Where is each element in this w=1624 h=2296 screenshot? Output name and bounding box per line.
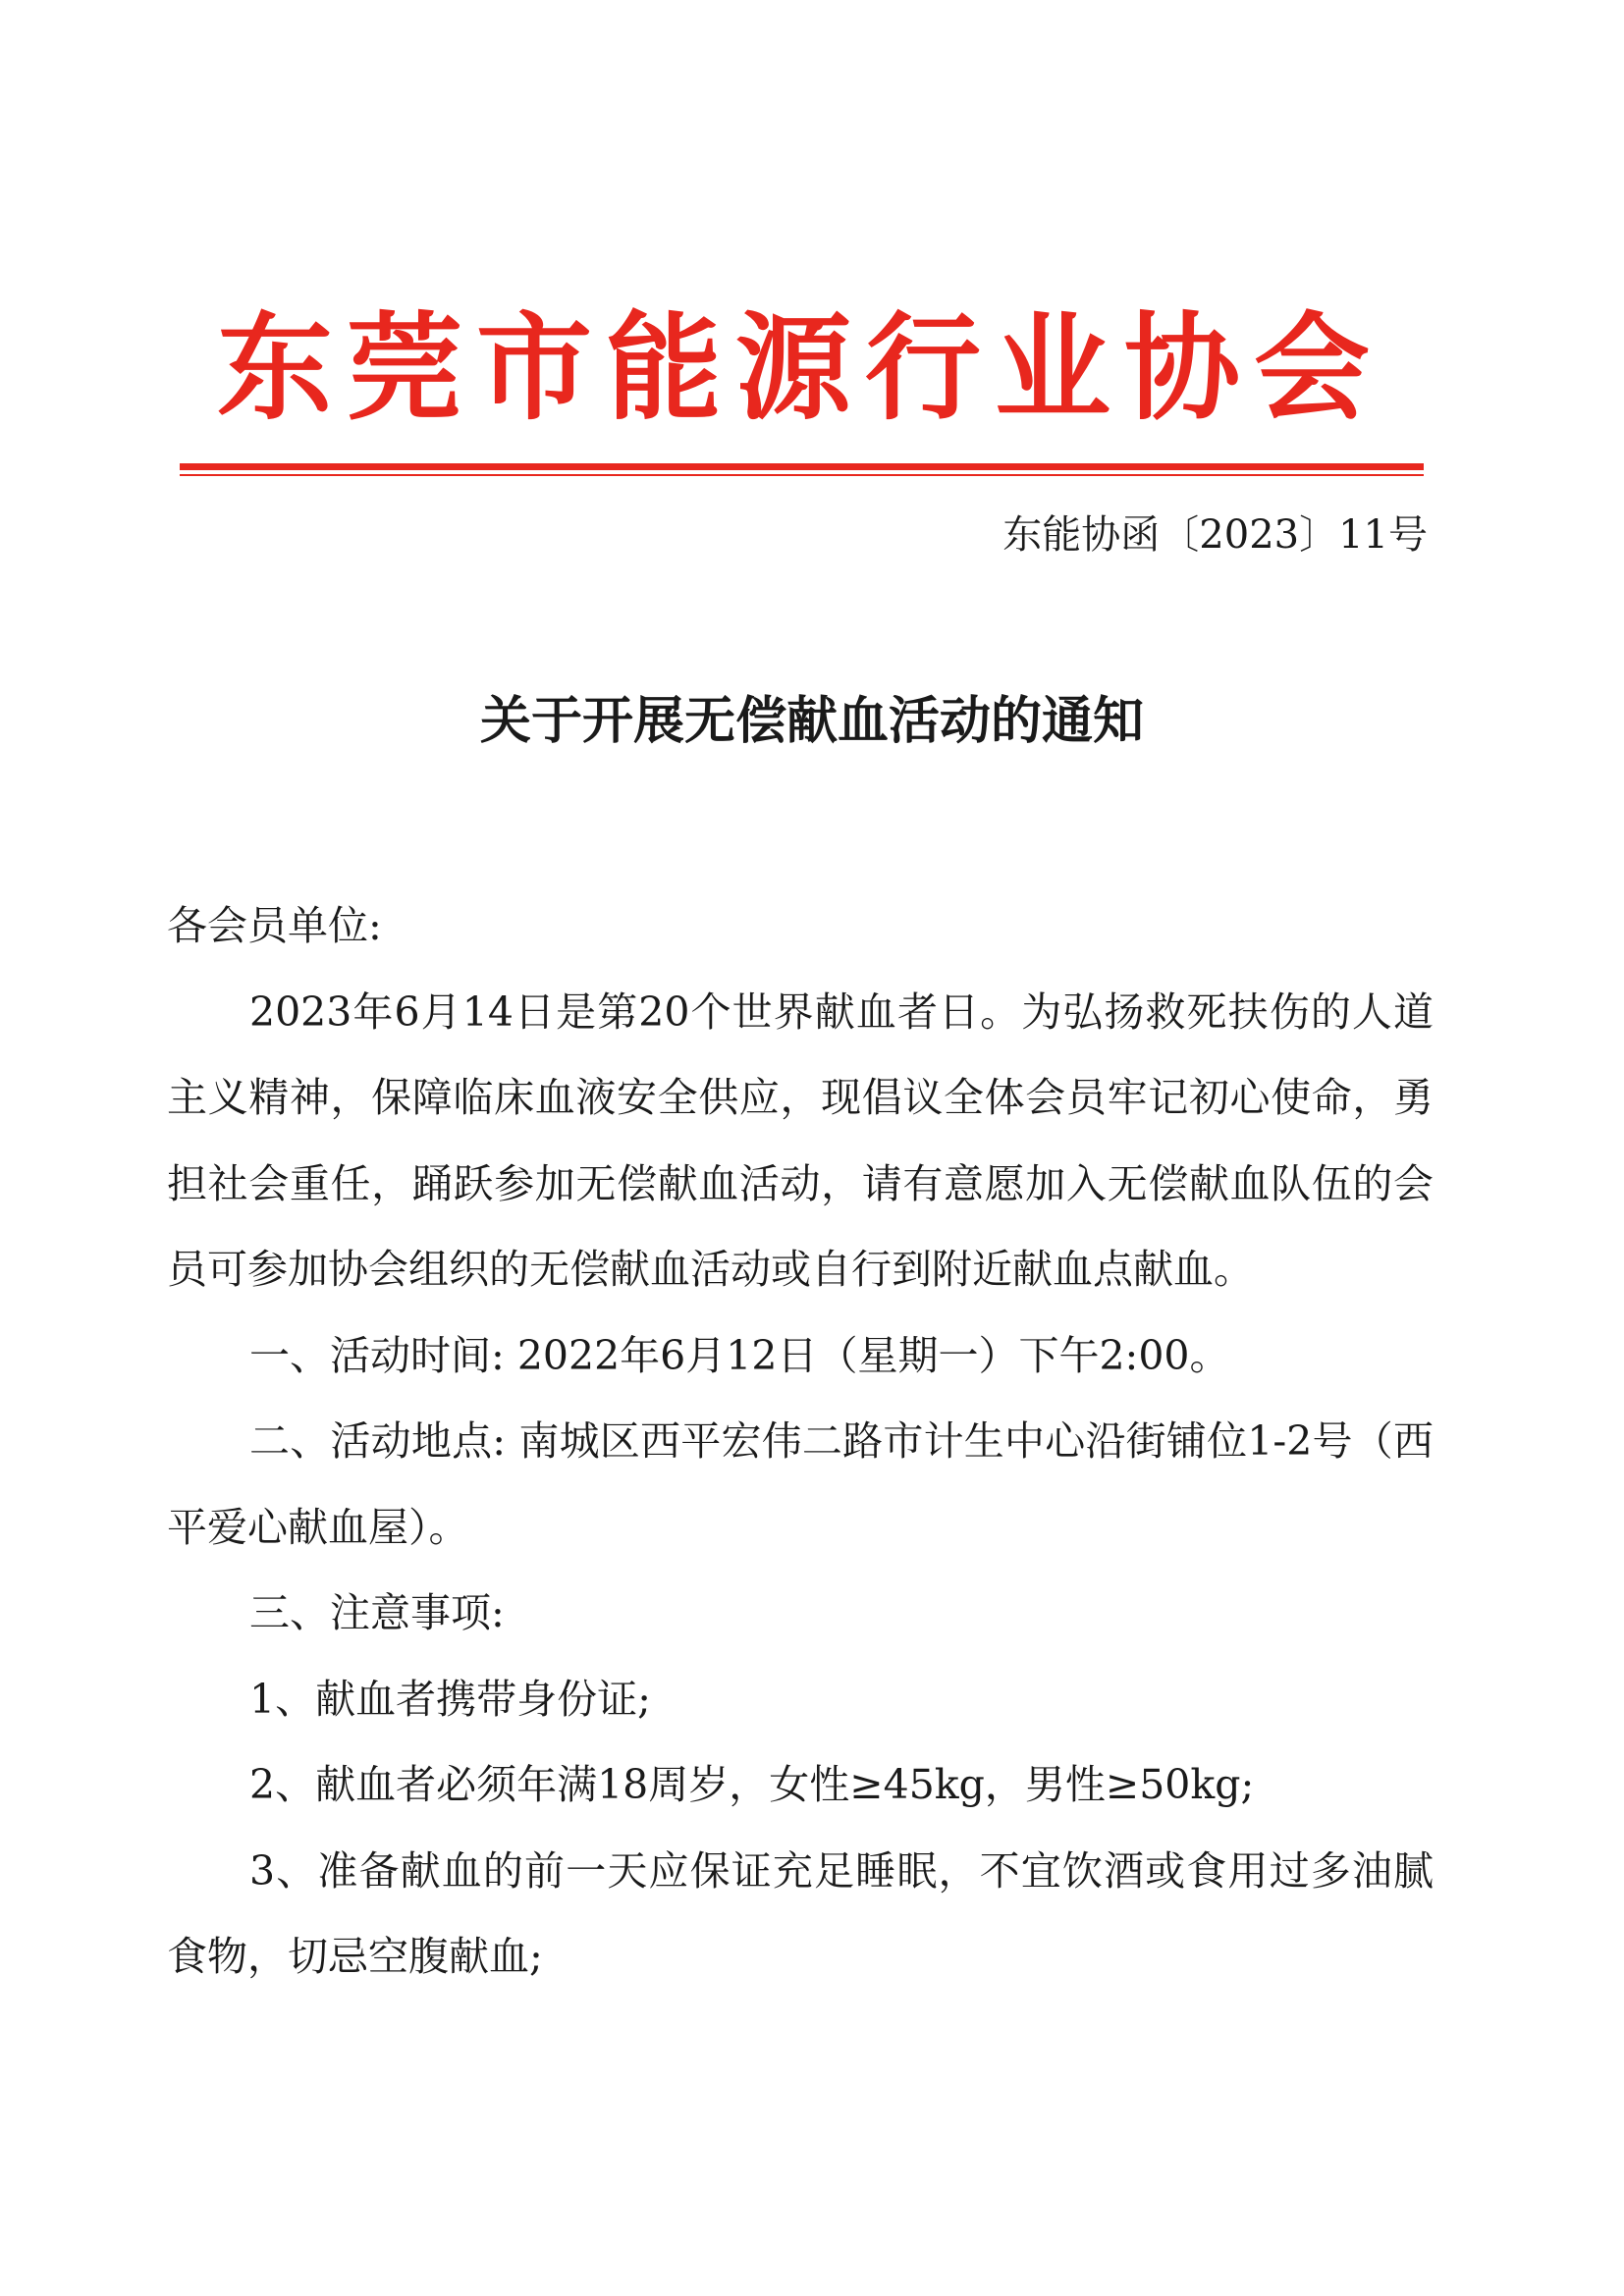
letterhead-red-rule <box>180 463 1424 470</box>
document-number: 东能协函〔2023〕11号 <box>1002 512 1428 558</box>
intro-paragraph: 2023年6月14日是第20个世界献血者日。为弘扬救死扶伤的人道主义精神，保障临床血液安全供应，现倡议全体会员牢记初心使命，勇担社会重任，踊跃参加无偿献血活动，请有意愿加入无偿献血队伍的会员可参加协会组织的无偿献血活动或自行到附近献血点献血。 <box>167 988 1434 1293</box>
activity-time: 一、活动时间: 2022年6月12日（星期一）下午2:00。 <box>249 1331 1230 1379</box>
salutation: 各会员单位: <box>167 902 382 949</box>
note-item: 3、准备献血的前一天应保证充足睡眠，不宜饮酒或食用过多油腻食物，切忌空腹献血; <box>167 1846 1434 1980</box>
document-body <box>167 883 1434 2001</box>
letterhead-red-rule-thin <box>180 474 1424 476</box>
note-item: 1、献血者携带身份证; <box>249 1675 651 1723</box>
activity-location: 二、活动地点: 南城区西平宏伟二路市计生中心沿街铺位1-2号（西平爱心献血屋）。 <box>167 1417 1434 1551</box>
document-title: 关于开展无偿献血活动的通知 <box>479 692 1144 751</box>
notes-heading: 三、注意事项: <box>249 1589 505 1636</box>
note-item: 2、献血者必须年满18周岁，女性≥45kg，男性≥50kg; <box>249 1761 1255 1808</box>
letterhead-org-name: 东莞市能源行业协会 <box>216 299 1383 436</box>
